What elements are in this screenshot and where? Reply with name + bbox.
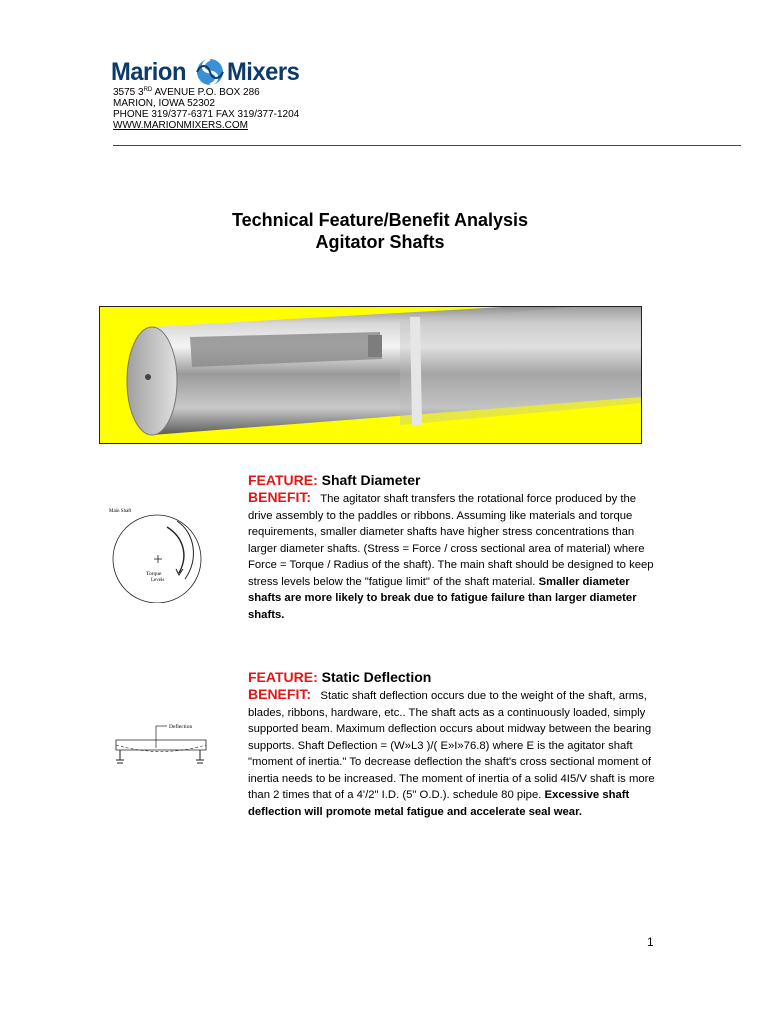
address-line-1: 3575 3RD AVENUE P.O. BOX 286 xyxy=(113,87,260,98)
diagram-label-levels: Levels xyxy=(151,578,165,583)
benefit-conclusion: Excessive shaft deflection will promote metal fatigue and accelerate seal wear. xyxy=(248,789,630,818)
agitator-shaft-photo xyxy=(99,306,642,444)
deflection-diagram xyxy=(112,718,210,778)
address-line-2: MARION, IOWA 52302 xyxy=(113,98,215,109)
logo-text-left: Marion xyxy=(111,58,187,86)
logo-swirl-icon xyxy=(194,57,226,87)
document-subtitle: Agitator Shafts xyxy=(315,232,445,252)
company-address xyxy=(113,87,299,131)
feature-heading: FEATURE: Shaft Diameter xyxy=(248,472,421,488)
diagram-label-main-shaft: Main Shaft xyxy=(109,509,132,514)
benefit-conclusion: Smaller diameter shafts are more likely to break due to fatigue failure than larger diameter shafts. xyxy=(248,575,637,621)
diagram-label-torque: Torque xyxy=(146,571,162,577)
document-title: Technical Feature/Benefit Analysis xyxy=(231,210,529,230)
feature-shaft-diameter xyxy=(248,472,658,623)
page-number: 1 xyxy=(647,935,654,949)
benefit-text: BENEFIT: The agitator shaft transfers the rotational force produced by the drive assembly to the paddles or ribbons. Assuming like materials and torque requirements, smaller diameter shafts have higher stress concentrations than larger diameter shafts. (Stress = Force / cross sectional area of material) where Force = Torque / Radius of the shaft). The main shaft should be designed to keep stress levels below the "fatigue limit" of the shaft material. Smaller diameter shafts are more likely to break due to fatigue failure than larger diameter shafts. xyxy=(248,489,654,621)
phone-fax-line: PHONE 319/377-6371 FAX 319/377-1204 xyxy=(113,109,300,120)
feature-heading: FEATURE: Static Deflection xyxy=(248,669,432,685)
diagram-label-deflection: Deflection xyxy=(169,724,193,730)
benefit-text: BENEFIT: Static shaft deflection occurs due to the weight of the shaft, arms, blades, ribbons, hardware, etc.. The shaft acts as a continuously loaded, simply supported beam. Maximum deflection occurs about midway between the bearing supports. Shaft Deflection = (W»L3 )/( E»I»76.8) where E is the agitator shaft "moment of inertia." To decrease deflection the shaft's cross sectional moment of inertia needs to be increased. The moment of inertia of a solid 4I5/V shaft is more than 2 times that of a 4'/2" I.D. (5" O.D.). schedule 80 pipe. Excessive shaft deflection will promote metal fatigue and accelerate seal wear. xyxy=(248,686,655,818)
torque-diagram xyxy=(99,503,215,603)
company-logo xyxy=(111,56,303,88)
website-link[interactable]: WWW.MARIONMIXERS.COM xyxy=(113,120,248,131)
logo-text-right: Mixers xyxy=(227,58,300,86)
feature-static-deflection xyxy=(248,669,658,820)
header-divider xyxy=(113,145,741,146)
